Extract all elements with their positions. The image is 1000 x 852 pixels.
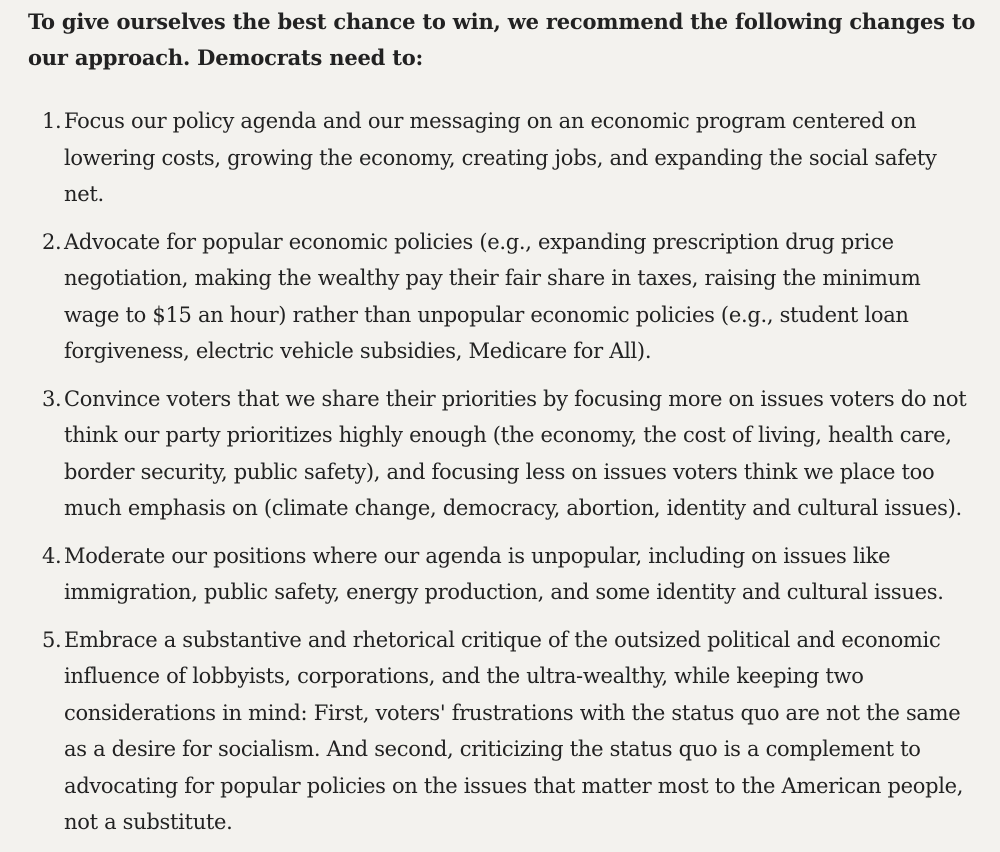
list-item-number: 4. [42,543,62,568]
list-item [28,224,980,370]
list-item-text: Convince voters that we share their priorities by focusing more on issues voters do not think our party prioritizes highly enough (the economy, the cost of living, health care, border security, public safety), and focusing less on issues voters think we place too much emphasis on (climate change, democracy, abortion, identity and cultural issues). [64,386,967,520]
list-item-text: Moderate our positions where our agenda is unpopular, including on issues like immigration, public safety, energy production, and some identity and cultural issues. [64,543,944,604]
list-item-number: 5. [42,627,62,652]
list-item [28,381,980,527]
list-item-number: 3. [42,386,62,411]
article-body [28,0,980,852]
list-item-text: Advocate for popular economic policies (e.g., expanding prescription drug price negotiation, making the wealthy pay their fair share in taxes, raising the minimum wage to $15 an hour) rather than unpopular economic policies (e.g., student loan forgiveness, electric vehicle subsidies, Medicare for All). [64,229,921,363]
recommendations-list [28,103,980,841]
list-item-text: Focus our policy agenda and our messaging on an economic program centered on lowering costs, growing the economy, creating jobs, and expanding the social safety net. [64,109,937,206]
list-item [28,538,980,611]
list-item-text: Embrace a substantive and rhetorical critique of the outsized political and economic influence of lobbyists, corporations, and the ultra-wealthy, while keeping two considerations in mind: First, voters' frustrations with the status quo are not the same as a desire for socialism. And second, criticizing the status quo is a complement to advocating for popular policies on the issues that matter most to the American people, not a substitute. [64,627,964,834]
list-item-number: 2. [42,229,62,254]
intro-paragraph: To give ourselves the best chance to win, we recommend the following changes to our approach. Democrats need to: [28,9,976,70]
list-item [28,622,980,841]
list-item-number: 1. [42,109,62,133]
list-item [28,103,980,213]
